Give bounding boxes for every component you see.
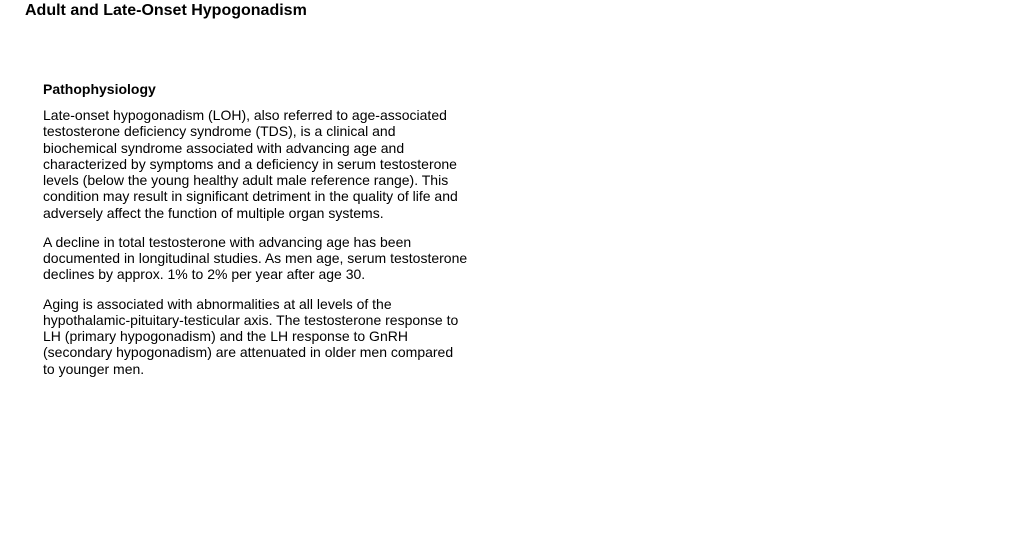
paragraph-loh-definition [43, 107, 483, 221]
text-line: Aging is associated with abnormalities at all levels of the [43, 295, 392, 312]
text-line: hypothalamic-pituitary-testicular axis. The testosterone response to [43, 311, 459, 328]
text-line: levels (below the young healthy adult male reference range). This [43, 172, 449, 188]
text-line: Late-onset hypogonadism (LOH), also referred to age-associated [43, 107, 447, 123]
text-line: to younger men. [43, 360, 145, 377]
text-line: characterized by symptoms and a deficiency in serum testosterone [43, 155, 457, 172]
paragraph-aging-axis [43, 296, 483, 377]
text-line: LH (primary hypogonadism) and the LH response to GnRH [43, 328, 408, 344]
text-line: adversely affect the function of multiple organ systems. [43, 204, 384, 221]
text-line: documented in longitudinal studies. As men age, serum testosterone [43, 250, 468, 266]
text-line: (secondary hypogonadism) are attenuated in older men compared [43, 344, 454, 361]
section-heading: Pathophysiology [43, 81, 156, 97]
text-line: condition may result in significant detriment in the quality of life and [43, 188, 458, 205]
pathophysiology-section [43, 80, 483, 390]
text-line: biochemical syndrome associated with advancing age and [43, 139, 405, 156]
page-title: Adult and Late-Onset Hypogonadism [25, 2, 307, 19]
text-line: declines by approx. 1% to 2% per year after age 30. [43, 266, 366, 283]
text-line: A decline in total testosterone with advancing age has been [43, 233, 412, 250]
text-line: testosterone deficiency syndrome (TDS), is a clinical and [43, 123, 396, 140]
paragraph-testosterone-decline [43, 234, 483, 283]
